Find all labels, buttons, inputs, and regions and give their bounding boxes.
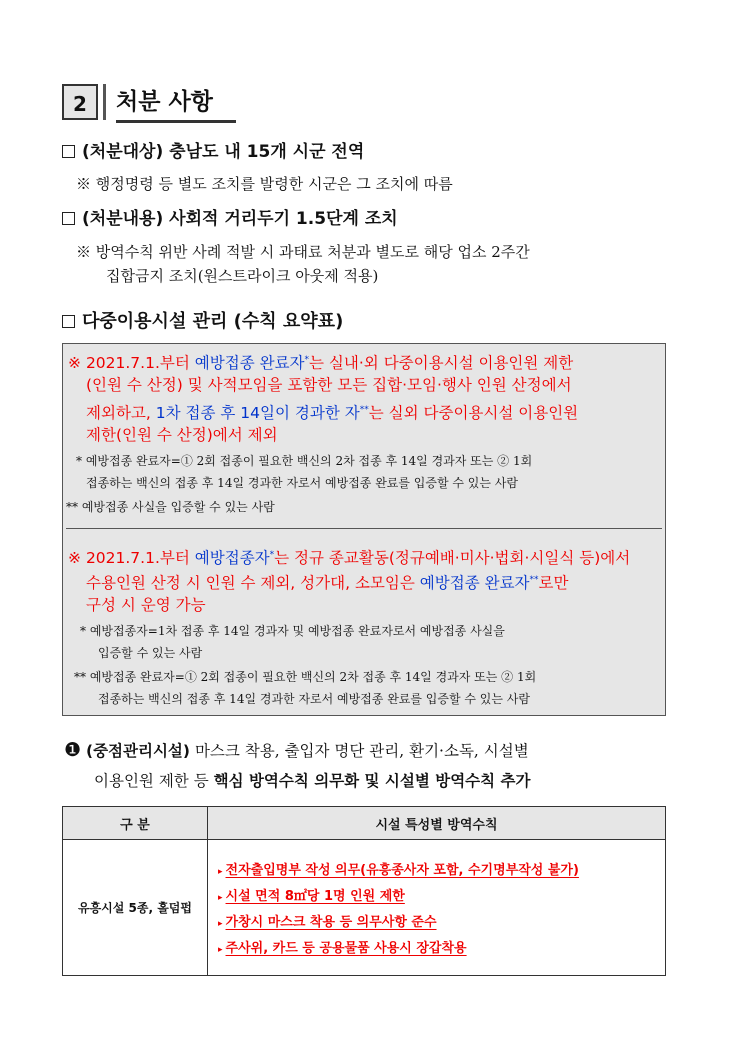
checkbox-square-icon xyxy=(62,315,75,328)
rule-item: ▸ 전자출입명부 작성 의무(유흥종사자 포함, 수기명부작성 불가) xyxy=(218,863,579,878)
item-target-label: (처분대상) 충남도 내 15개 시군 전역 xyxy=(82,142,365,162)
checkbox-square-icon xyxy=(62,145,75,158)
item-target-note: ※ 행정명령 등 별도 조치를 발령한 시군은 그 조치에 따름 xyxy=(76,175,453,193)
section-title-underline xyxy=(116,120,236,123)
table-row xyxy=(63,840,666,976)
box-p2-line1: ※ 2021.7.1.부터 예방접종자*는 정규 종교활동(정규예배·미사·법회·시일식 등)에서 xyxy=(68,549,631,568)
rules-table xyxy=(62,806,666,976)
checkbox-square-icon xyxy=(62,212,75,225)
box-footnote-4b: 접종하는 백신의 접종 후 14일 경과한 자로서 예방접종 완료를 입증할 수 있는 사람 xyxy=(98,692,530,706)
table-rules-cell xyxy=(208,840,666,976)
numbered-item-line2: 이용인원 제한 등 핵심 방역수칙 의무화 및 시설별 방역수칙 추가 xyxy=(94,772,531,790)
item-content-label: (처분내용) 사회적 거리두기 1.5단계 조치 xyxy=(82,209,398,229)
rule-item: ▸ 주사위, 카드 등 공용물품 사용시 장갑착용 xyxy=(218,941,467,956)
numbered-item-label: (중점관리시설) xyxy=(85,742,190,760)
triangle-bullet-icon: ▸ xyxy=(218,893,223,903)
section-divider xyxy=(103,84,106,120)
box-footnote-2: ** 예방접종 사실을 입증할 수 있는 사람 xyxy=(66,500,275,514)
triangle-bullet-icon: ▸ xyxy=(218,945,223,955)
section-number: 2 xyxy=(62,84,98,120)
numbered-item-line1: ❶ (중점관리시설) 마스크 착용, 출입자 명단 관리, 환기·소독, 시설별 xyxy=(64,739,529,761)
box-footnote-4a: ** 예방접종 완료자=① 2회 접종이 필요한 백신의 2차 접종 후 14일 경과자 또는 ② 1회 xyxy=(74,670,537,684)
box-footnote-3a: * 예방접종자=1차 접종 후 14일 경과자 및 예방접종 완료자로서 예방접종 사실을 xyxy=(80,624,505,638)
rule-item: ▸ 가창시 마스크 착용 등 의무사항 준수 xyxy=(218,915,437,930)
table-header-category: 구 분 xyxy=(63,807,208,840)
triangle-bullet-icon: ▸ xyxy=(218,867,223,877)
table-header-rules: 시설 특성별 방역수칙 xyxy=(208,807,666,840)
section-title: 처분 사항 xyxy=(116,89,213,115)
box-p1-line3: 제외하고, 1차 접종 후 14일이 경과한 자**는 실외 다중이용시설 이용인원 xyxy=(86,404,579,423)
box-footnote-3b: 입증할 수 있는 사람 xyxy=(98,646,203,660)
box-footnote-1a: * 예방접종 완료자=① 2회 접종이 필요한 백신의 2차 접종 후 14일 경과자 또는 ② 1회 xyxy=(76,454,533,468)
box-p2-line3: 구성 시 운영 가능 xyxy=(86,596,206,614)
box-p1-line1: ※ 2021.7.1.부터 예방접종 완료자*는 실내·외 다중이용시설 이용인원 제한 xyxy=(68,354,574,373)
item-facility xyxy=(62,310,343,334)
box-p2-line2: 수용인원 산정 시 인원 수 제외, 성가대, 소모임은 예방접종 완료자**로만 xyxy=(86,574,569,593)
table-row-label: 유흥시설 5종, 홀덤펍 xyxy=(63,840,208,976)
triangle-bullet-icon: ▸ xyxy=(218,919,223,929)
item-content-note-line2: 집합금지 조치(원스트라이크 아웃제 적용) xyxy=(106,267,379,285)
rule-item: ▸ 시설 면적 8㎡당 1명 인원 제한 xyxy=(218,889,405,904)
box-footnote-1b: 접종하는 백신의 접종 후 14일 경과한 자로서 예방접종 완료를 입증할 수 있는 사람 xyxy=(86,476,518,490)
item-target xyxy=(62,140,364,164)
box-p1-line2: (인원 수 산정) 및 사적모임을 포함한 모든 집합·모임·행사 인원 산정에서 xyxy=(86,376,572,394)
number-one-icon: ❶ xyxy=(64,739,82,761)
table-header-row xyxy=(63,807,666,840)
box-divider xyxy=(66,528,662,529)
item-content xyxy=(62,207,398,231)
box-p1-line4: 제한(인원 수 산정)에서 제외 xyxy=(86,426,278,444)
item-facility-label: 다중이용시설 관리 (수칙 요약표) xyxy=(82,311,344,332)
item-content-note-line1: ※ 방역수칙 위반 사례 적발 시 과태료 처분과 별도로 해당 업소 2주간 xyxy=(76,243,530,261)
